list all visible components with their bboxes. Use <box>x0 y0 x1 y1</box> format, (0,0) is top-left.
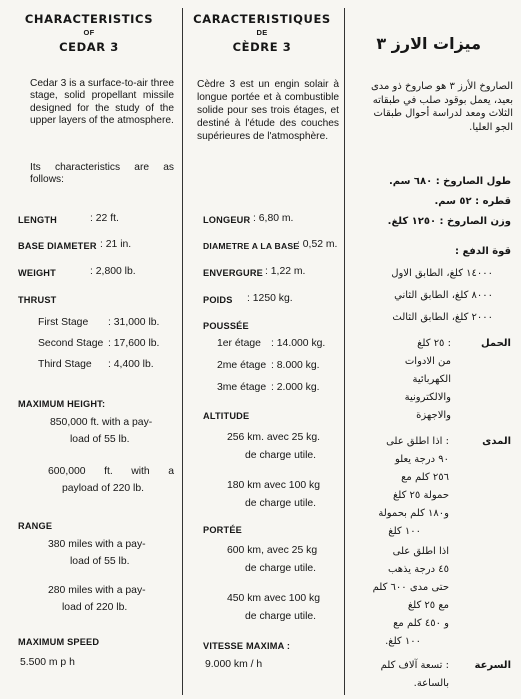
french-title-de: DE <box>256 28 268 37</box>
length-label: LENGTH <box>18 215 57 225</box>
french-title-line1: CARACTERISTIQUES <box>193 12 331 26</box>
arabic-range-11: و ٤٥٠ كلم مع <box>393 618 449 629</box>
arabic-thrust-3: ٢٠٠٠ كلغ، الطابق الثالث <box>392 312 493 323</box>
altitude-2a: 180 km avec 100 kg <box>227 480 320 491</box>
english-intro2: Its characteristics are as follows: <box>30 162 174 186</box>
envergure-value: : 1,22 m. <box>265 266 306 277</box>
poussee-value-3: : 2.000 kg. <box>271 382 320 393</box>
arabic-speed-2: بالساعة. <box>413 678 449 689</box>
longeur-value: : 6,80 m. <box>253 213 294 224</box>
range-1a: 380 miles with a pay- <box>48 539 146 550</box>
vitesse-label: VITESSE MAXIMA : <box>203 641 291 651</box>
max-speed-label: MAXIMUM SPEED <box>18 637 100 647</box>
arabic-range-6: ١٠٠ كلغ <box>388 526 421 537</box>
thrust-value-1: : 31,000 lb. <box>108 317 160 328</box>
height-2a: 600,000 ft. with a <box>48 466 174 477</box>
arabic-range-2: ٩٠ درجة يعلو <box>394 454 449 465</box>
envergure-label: ENVERGURE <box>203 268 263 278</box>
altitude-1b: de charge utile. <box>245 450 317 461</box>
vitesse-value: 9.000 km / h <box>205 659 263 670</box>
english-title-line1: CHARACTERISTICS <box>24 12 154 26</box>
arabic-load-2: من الادوات <box>404 356 451 367</box>
base-diameter-label: BASE DIAMETER <box>18 241 97 251</box>
arabic-column <box>345 0 521 699</box>
arabic-length: طول الصاروخ : ٦٨٠ سم. <box>388 176 511 187</box>
portee-label: PORTÉE <box>203 525 242 535</box>
weight-label: WEIGHT <box>18 268 56 278</box>
french-title-line2: CÈDRE 3 <box>232 40 292 54</box>
arabic-thrust-2: ٨٠٠٠ كلغ، الطابق الثاني <box>394 290 493 301</box>
arabic-title: ميزات الارز ٣ <box>376 34 481 53</box>
altitude-2b: de charge utile. <box>245 498 317 509</box>
arabic-load-1: : ٢٥ كلغ <box>417 338 451 349</box>
arabic-load-4: والالكترونية <box>404 392 451 403</box>
thrust-stage-2: Second Stage <box>38 338 104 349</box>
arabic-range-8: ٤٥ درجة يذهب <box>387 564 449 575</box>
portee-1a: 600 km, avec 25 kg <box>227 545 318 556</box>
height-1b: load of 55 lb. <box>70 434 130 445</box>
range-label: RANGE <box>18 521 53 531</box>
thrust-value-2: : 17,600 lb. <box>108 338 160 349</box>
thrust-value-3: : 4,400 lb. <box>108 359 154 370</box>
height-1a: 850,000 ft. with a pay- <box>50 417 153 428</box>
arabic-range-5: و١٨٠ كلم بحمولة <box>378 508 449 519</box>
arabic-range-4: حمولة ٢٥ كلغ <box>392 490 449 501</box>
poussee-stage-1: 1er étage <box>217 338 261 349</box>
arabic-load-label: الحمل <box>480 338 511 349</box>
english-title-line2: CEDAR 3 <box>59 40 119 54</box>
arabic-intro: الصاروخ الأرز ٣ هو صاروخ ذو مدى بعيد، يعمل بوقود صلب في طبقاته الثلاث ومعد لدراسة أحوال طبقات الجو العليا. <box>370 81 513 133</box>
range-2a: 280 miles with a pay- <box>48 585 146 596</box>
arabic-range-label: المدى <box>482 436 511 447</box>
english-column <box>0 0 182 699</box>
poussee-stage-3: 3me étage <box>217 382 267 393</box>
arabic-range-9: حتى مدى ٦٠٠ كلم <box>372 582 449 593</box>
poussee-value-1: : 14.000 kg. <box>271 338 326 349</box>
max-height-label: MAXIMUM HEIGHT: <box>18 399 106 409</box>
altitude-label: ALTITUDE <box>203 411 250 421</box>
range-1b: load of 55 lb. <box>70 556 130 567</box>
length-value: : 22 ft. <box>90 213 119 224</box>
thrust-stage-3: Third Stage <box>38 359 92 370</box>
arabic-thrust-label: قوة الدفع : <box>454 246 511 257</box>
height-2b: payload of 220 lb. <box>62 483 145 494</box>
arabic-speed-1: : تسعة آلاف كلم <box>380 660 449 671</box>
french-column <box>183 0 344 699</box>
poussee-value-2: : 8.000 kg. <box>271 360 320 371</box>
english-intro: Cedar 3 is a surface-to-air three stage, solid propellant missile designed for the study of the upper layers of the atmosphere. <box>30 78 174 127</box>
arabic-weight: وزن الصاروخ : ١٢٥٠ كلغ. <box>387 216 511 227</box>
french-intro: Cèdre 3 est un engin solair à longue portée et à combustible solide pour ses trois étages, et destiné à l'étude des couches supérieures de l'atmosphère. <box>197 79 339 142</box>
poids-value: : 1250 kg. <box>247 293 293 304</box>
arabic-speed-label: السرعة <box>474 660 511 671</box>
english-title-of: OF <box>83 28 95 37</box>
arabic-diameter: قطره : ٥٢ سم. <box>434 196 511 207</box>
arabic-load-5: والاجهزة <box>416 410 451 421</box>
altitude-1a: 256 km. avec 25 kg. <box>227 432 320 443</box>
longeur-label: LONGEUR <box>203 215 251 225</box>
arabic-range-1: : اذا اطلق على <box>386 436 449 447</box>
weight-value: : 2,800 lb. <box>90 266 136 277</box>
poids-label: POIDS <box>203 295 233 305</box>
portee-2b: de charge utile. <box>245 611 317 622</box>
poussee-label: POUSSÉE <box>203 321 249 331</box>
base-diameter-value: : 21 in. <box>100 239 132 250</box>
thrust-stage-1: First Stage <box>38 317 89 328</box>
arabic-range-7: اذا اطلق على <box>392 546 449 557</box>
portee-2a: 450 km avec 100 kg <box>227 593 320 604</box>
arabic-thrust-1: ١٤٠٠٠ كلغ، الطابق الاول <box>391 268 493 279</box>
range-2b: load of 220 lb. <box>62 602 128 613</box>
poussee-stage-2: 2me étage <box>217 360 267 371</box>
max-speed-value: 5.500 m p h <box>20 657 75 668</box>
diametre-label: DIAMETRE A LA BASE <box>203 241 300 251</box>
arabic-range-10: مع ٢٥ كلغ <box>407 600 449 611</box>
arabic-range-3: ٢٥٦ كلم مع <box>401 472 449 483</box>
portee-1b: de charge utile. <box>245 563 317 574</box>
thrust-label: THRUST <box>18 295 57 305</box>
arabic-range-12: ١٠٠ كلغ. <box>385 636 421 647</box>
arabic-load-3: الكهربائية <box>412 374 451 385</box>
diametre-value: : 0,52 m. <box>297 239 338 250</box>
